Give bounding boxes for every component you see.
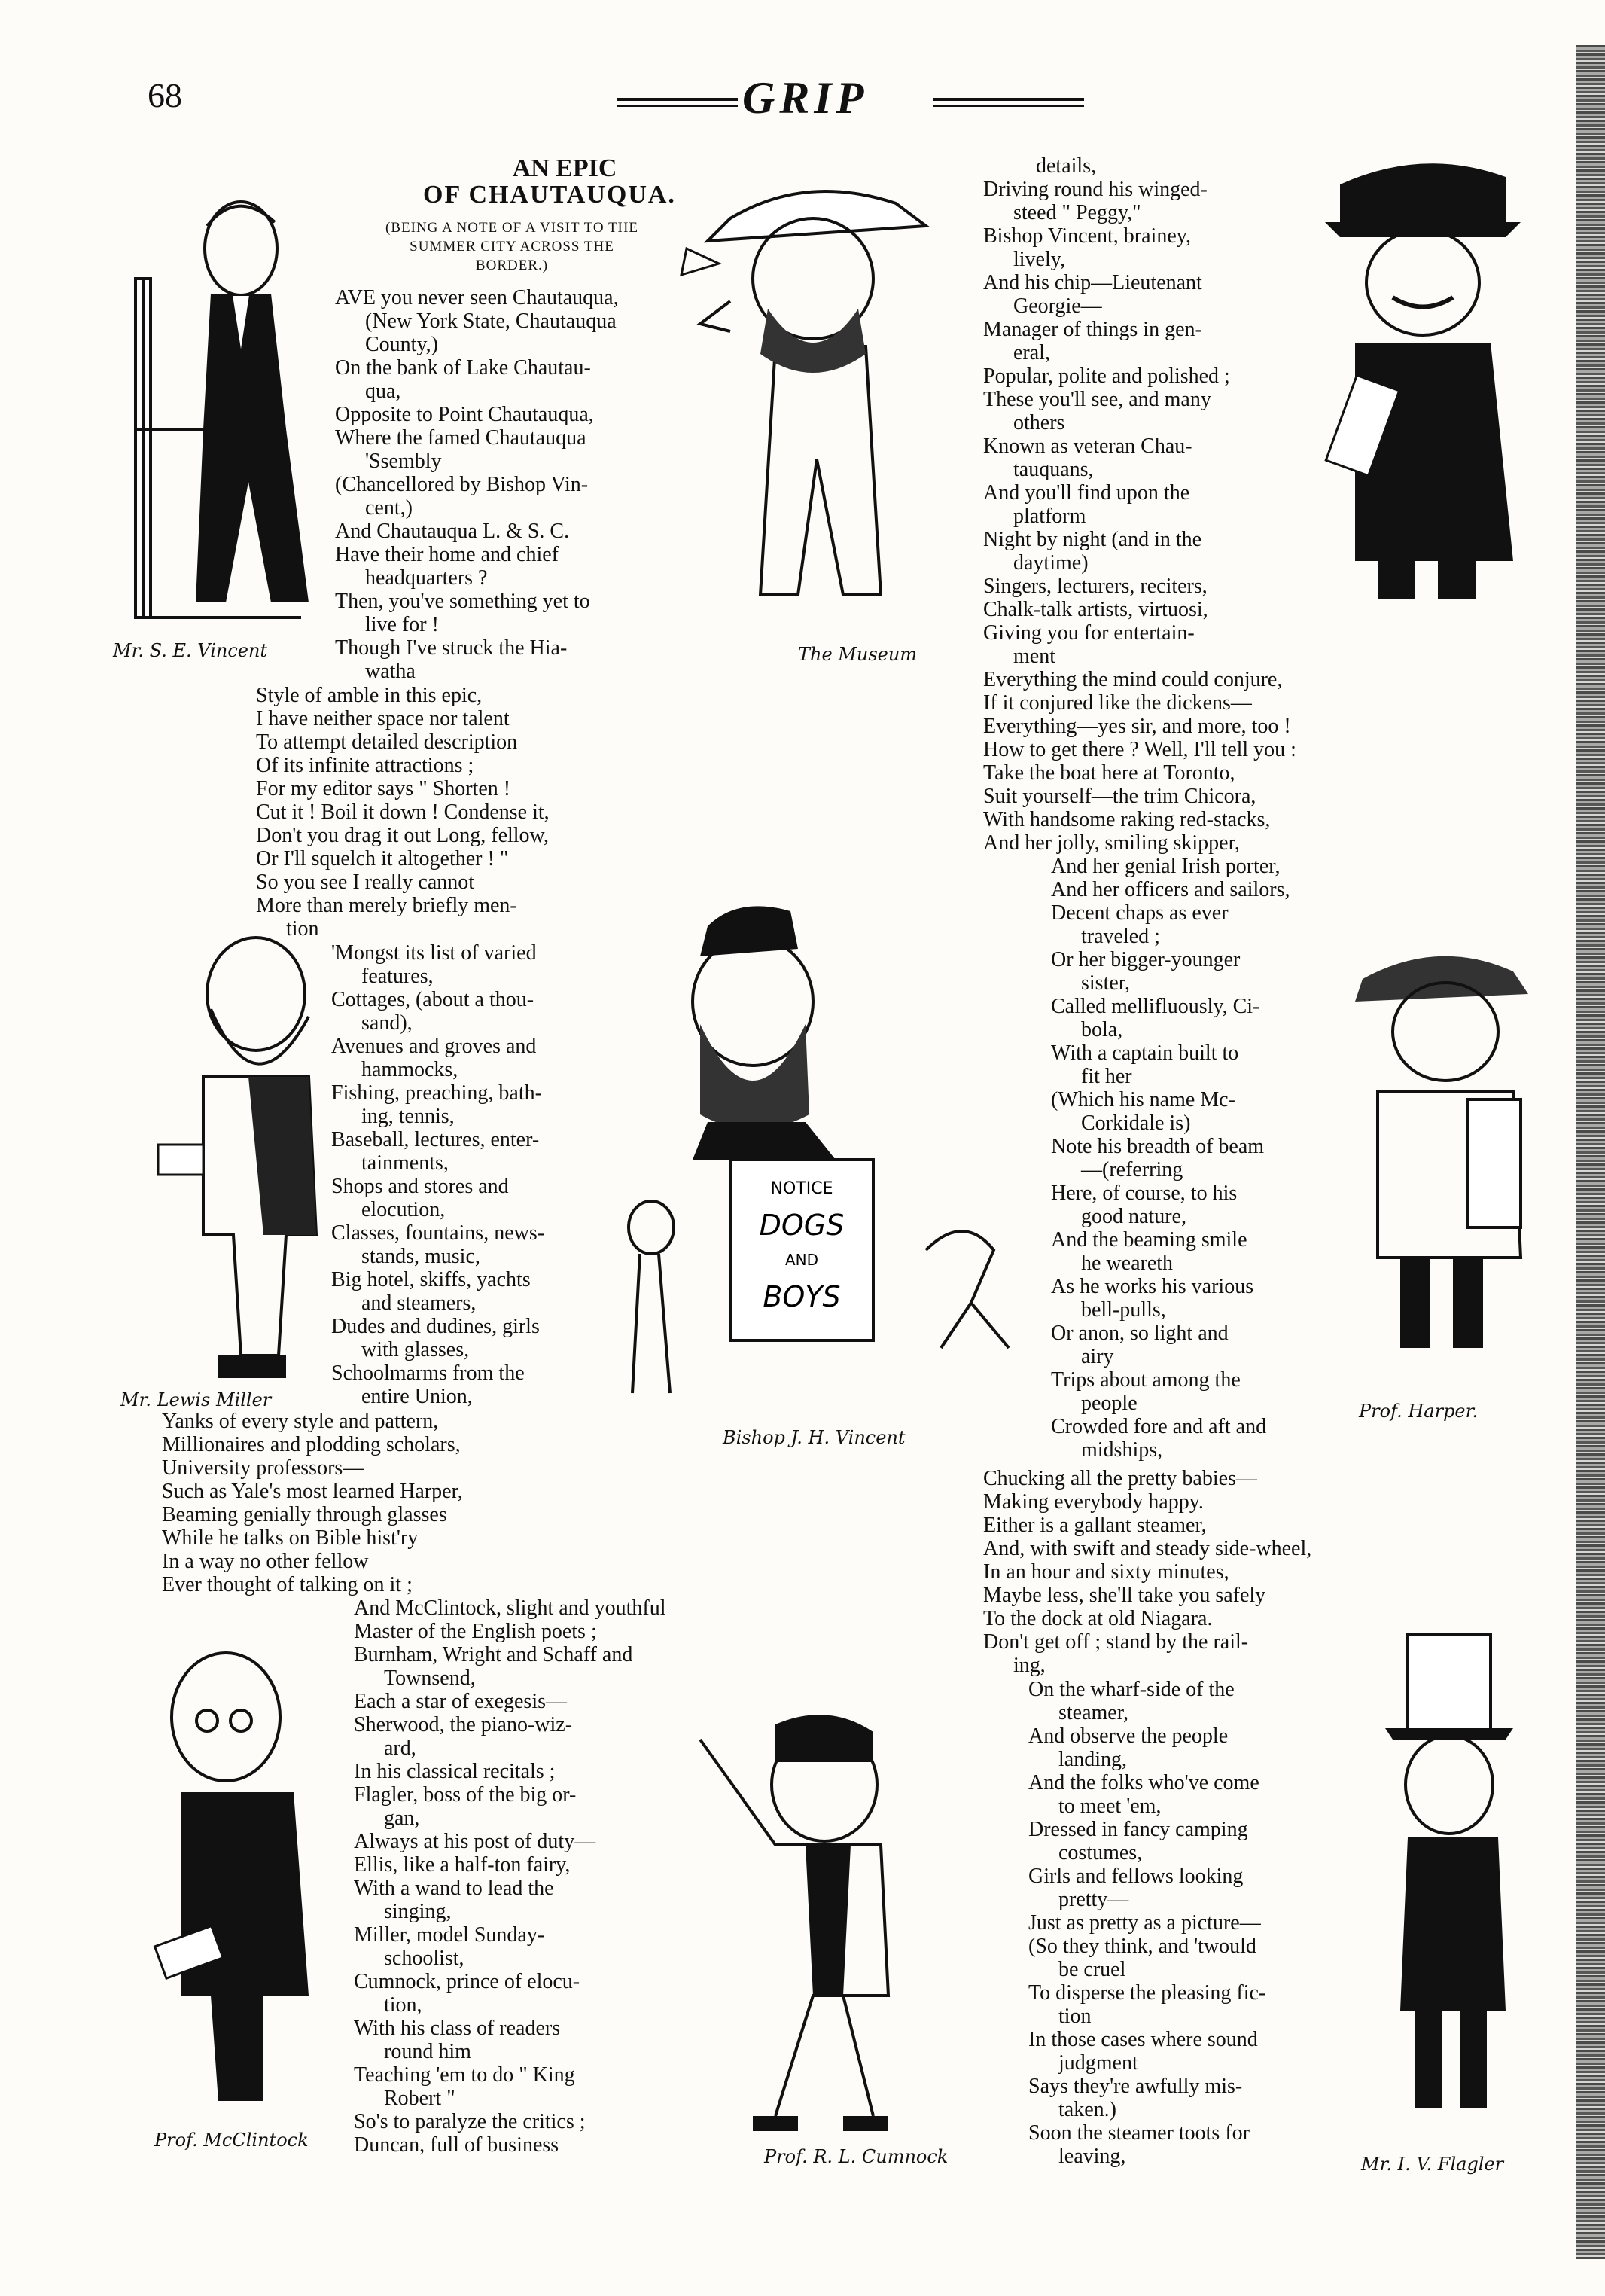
poem-line: Singers, lecturers, reciters, [983, 575, 1208, 598]
poem-line: (So they think, and 'twould [1028, 1935, 1256, 1958]
poem-line: Maybe less, she'll take you safely [983, 1584, 1266, 1607]
column-left-mid [256, 684, 550, 941]
column-right-bottom [1028, 1678, 1265, 2168]
poem-line: Opposite to Point Chautauqua, [335, 403, 594, 426]
poem-line: Everything the mind could conjure, [983, 668, 1283, 691]
poem-line: leaving, [1058, 2145, 1126, 2168]
column-left-bottom [354, 1596, 666, 2157]
masthead-title: GRIP [742, 73, 869, 123]
poem-line: gan, [384, 1807, 420, 1830]
poem-line: entire Union, [361, 1385, 473, 1408]
poem-line: Sherwood, the piano-wiz- [354, 1713, 573, 1736]
caption-mcclintock: Prof. McClintock [154, 2130, 309, 2151]
poem-line: tainments, [361, 1151, 449, 1175]
sign-notice: NOTICE [770, 1179, 833, 1198]
poem-line: judgment [1058, 2051, 1138, 2075]
poem-line: headquarters ? [365, 566, 488, 590]
poem-line: tion [1058, 2005, 1092, 2028]
poem-line: And Chautauqua L. & S. C. [335, 520, 570, 543]
poem-line: With a captain built to [1051, 1041, 1239, 1065]
poem-line: Millionaires and plodding scholars, [162, 1433, 461, 1456]
poem-line: Burnham, Wright and Schaff and [354, 1643, 633, 1666]
poem-line: Then, you've something yet to [335, 590, 590, 613]
caption-harper: Prof. Harper. [1359, 1401, 1479, 1422]
poem-line: people [1081, 1392, 1138, 1415]
poem-line: he weareth [1081, 1252, 1174, 1275]
poem-line: Take the boat here at Toronto, [983, 761, 1235, 785]
poem-line: To disperse the pleasing fic- [1028, 1981, 1266, 2005]
poem-line: I have neither space nor talent [256, 707, 510, 730]
poem-line: details, [1036, 154, 1097, 178]
poem-line: Schoolmarms from the [331, 1361, 525, 1385]
poem-line: Giving you for entertain- [983, 621, 1195, 645]
poem-title-line2: OF CHAUTAUQUA. [423, 181, 676, 209]
poem-line: To the dock at old Niagara. [983, 1607, 1213, 1630]
poem-line: 'Ssembly [365, 450, 442, 473]
subtitle-line: SUMMER CITY ACROSS THE [410, 239, 614, 255]
portrait-bishop-vincent [617, 896, 1039, 1416]
poem-line: How to get there ? Well, I'll tell you : [983, 738, 1296, 761]
poem-line: Duncan, full of business [354, 2133, 559, 2157]
poem-line: To attempt detailed description [256, 730, 518, 754]
poem-line: (Chancellored by Bishop Vin- [335, 473, 589, 496]
poem-line: As he works his various [1051, 1275, 1254, 1298]
sign-dogs: DOGS [759, 1209, 845, 1242]
poem-line: features, [361, 965, 434, 988]
poem-line: Cottages, (about a thou- [331, 988, 534, 1011]
poem-line: stands, music, [361, 1245, 480, 1268]
poem-line: Dressed in fancy camping [1028, 1818, 1248, 1841]
poem-line: ment [1013, 645, 1055, 668]
poem-line: —(referring [1081, 1158, 1183, 1182]
poem-line: On the bank of Lake Chautau- [335, 356, 591, 380]
column-right-lower [983, 1467, 1311, 1677]
poem-line: Ever thought of talking on it ; [162, 1573, 413, 1596]
poem-line: Miller, model Sunday- [354, 1923, 545, 1947]
poem-line: Flagler, boss of the big or- [354, 1783, 577, 1807]
poem-line: elocution, [361, 1198, 446, 1221]
portrait-vincent-sc [113, 181, 331, 633]
column-left-top [335, 286, 619, 683]
poem-line: Known as veteran Chau- [983, 435, 1192, 458]
poem-line: sand), [361, 1011, 413, 1035]
column-right-top [983, 154, 1296, 855]
poem-line: Manager of things in gen- [983, 318, 1202, 341]
poem-line: Or I'll squelch it altogether ! " [256, 847, 509, 871]
poem-line: landing, [1058, 1748, 1127, 1771]
scan-edge [1576, 45, 1605, 2259]
sign-boys: BOYS [763, 1280, 841, 1313]
poem-line: Avenues and groves and [331, 1035, 537, 1058]
poem-line: These you'll see, and many [983, 388, 1211, 411]
poem-line: With handsome raking red-stacks, [983, 808, 1271, 831]
poem-line: And the beaming smile [1051, 1228, 1247, 1252]
poem-line: On the wharf-side of the [1028, 1678, 1235, 1701]
poem-line: hammocks, [361, 1058, 458, 1081]
portrait-museum [678, 173, 964, 640]
poem-line: Though I've struck the Hia- [335, 636, 568, 660]
poem-line: steamer, [1058, 1701, 1128, 1724]
poem-line: cent,) [365, 496, 413, 520]
poem-subtitle [324, 218, 700, 275]
poem-line: University professors— [162, 1456, 364, 1480]
poem-line: (Which his name Mc- [1051, 1088, 1235, 1111]
poem-line: AVE you never seen Chautauqua, [335, 286, 619, 309]
poem-line: tion, [384, 1993, 422, 2017]
poem-line: Driving round his winged- [983, 178, 1208, 201]
poem-line: Cumnock, prince of elocu- [354, 1970, 580, 1993]
poem-line: Style of amble in this epic, [256, 684, 483, 707]
poem-line: In his classical recitals ; [354, 1760, 556, 1783]
poem-line: others [1013, 411, 1065, 435]
poem-line: Townsend, [384, 1666, 476, 1690]
poem-line: Baseball, lectures, enter- [331, 1128, 540, 1151]
poem-line: Or her bigger-younger [1051, 948, 1241, 971]
poem-line: For my editor says " Shorten ! [256, 777, 511, 800]
sign-and: AND [784, 1251, 819, 1269]
poem-line: Such as Yale's most learned Harper, [162, 1480, 463, 1503]
masthead-rule-right [933, 98, 1084, 101]
poem-line: Corkidale is) [1081, 1111, 1191, 1135]
page-number: 68 [148, 76, 182, 114]
poem-line: platform [1013, 505, 1086, 528]
poem-line: 'Mongst its list of varied [331, 941, 537, 965]
poem-line: Fishing, preaching, bath- [331, 1081, 542, 1105]
poem-line: Bishop Vincent, brainey, [983, 224, 1191, 248]
poem-line: Beaming genially through glasses [162, 1503, 447, 1526]
poem-line: In a way no other fellow [162, 1550, 369, 1573]
poem-line: Soon the steamer toots for [1028, 2121, 1250, 2145]
poem-line: Says they're awfully mis- [1028, 2075, 1243, 2098]
poem-line: fit her [1081, 1065, 1132, 1088]
poem-title-line1: AN EPIC [512, 154, 617, 182]
poem-line: round him [384, 2040, 471, 2063]
poem-line: Popular, polite and polished ; [983, 364, 1230, 388]
poem-line: ing, [1013, 1654, 1046, 1677]
subtitle-line: (BEING A NOTE OF A VISIT TO THE [385, 220, 638, 236]
poem-line: be cruel [1058, 1958, 1126, 1981]
poem-line: In an hour and sixty minutes, [983, 1560, 1229, 1584]
poem-line: While he talks on Bible hist'ry [162, 1526, 419, 1550]
poem-line: Each a star of exegesis— [354, 1690, 567, 1713]
poem-line: Trips about among the [1051, 1368, 1241, 1392]
portrait-harper [1348, 941, 1543, 1363]
subtitle-line: BORDER.) [475, 258, 549, 273]
poem-line: good nature, [1081, 1205, 1186, 1228]
poem-line: taken.) [1058, 2098, 1116, 2121]
poem-line: Have their home and chief [335, 543, 559, 566]
poem-line: With a wand to lead the [354, 1877, 554, 1900]
column-right-mid [1051, 855, 1290, 1462]
poem-line: County,) [365, 333, 438, 356]
portrait-cumnock [662, 1694, 979, 2139]
poem-line: Night by night (and in the [983, 528, 1202, 551]
poem-line: Big hotel, skiffs, yachts [331, 1268, 531, 1291]
caption-cumnock: Prof. R. L. Cumnock [764, 2146, 949, 2167]
poem-line: In those cases where sound [1028, 2028, 1258, 2051]
poem-line: pretty— [1058, 1888, 1129, 1911]
poem-line: And observe the people [1028, 1724, 1229, 1748]
poem-line: And her genial Irish porter, [1051, 855, 1281, 878]
poem-line: daytime) [1013, 551, 1089, 575]
poem-line: And her officers and sailors, [1051, 878, 1290, 901]
poem-line: And, with swift and steady side-wheel, [983, 1537, 1312, 1560]
poem-line: live for ! [365, 613, 439, 636]
poem-line: Either is a gallant steamer, [983, 1514, 1207, 1537]
poem-line: Georgie— [1013, 294, 1102, 318]
poem-line: tauquans, [1013, 458, 1094, 481]
poem-line: And McClintock, slight and youthful [354, 1596, 666, 1620]
portrait-mcclintock [136, 1649, 346, 2116]
poem-line: Shops and stores and [331, 1175, 509, 1198]
poem-line: traveled ; [1081, 925, 1160, 948]
column-left-lower [162, 1410, 463, 1596]
portrait-lewis-miller [136, 934, 346, 1386]
masthead-rule-left-thin [617, 105, 738, 107]
poem-line: More than merely briefly men- [256, 894, 517, 917]
portrait-flagler [1355, 1634, 1536, 2124]
poem-line: bell-pulls, [1081, 1298, 1166, 1322]
poem-line: Suit yourself—the trim Chicora, [983, 785, 1256, 808]
poem-line: ing, tennis, [361, 1105, 455, 1128]
poem-line: Everything—yes sir, and more, too ! [983, 715, 1291, 738]
caption-vincent-sc: Mr. S. E. Vincent [113, 640, 268, 661]
poem-line: costumes, [1058, 1841, 1143, 1865]
poem-line: If it conjured like the dickens— [983, 691, 1252, 715]
poem-line: Where the famed Chautauqua [335, 426, 586, 450]
masthead-rule-right-thin [933, 105, 1084, 107]
poem-line: midships, [1081, 1438, 1163, 1462]
caption-bishop-vincent: Bishop J. H. Vincent [723, 1427, 906, 1448]
poem-line: Note his breadth of beam [1051, 1135, 1265, 1158]
poem-line: qua, [365, 380, 401, 403]
poem-line: And you'll find upon the [983, 481, 1190, 505]
poem-line: Or anon, so light and [1051, 1322, 1229, 1345]
poem-line: Classes, fountains, news- [331, 1221, 545, 1245]
poem-line: So you see I really cannot [256, 871, 475, 894]
poem-line: steed " Peggy," [1013, 201, 1141, 224]
poem-line: And his chip—Lieutenant [983, 271, 1202, 294]
poem-line: Chucking all the pretty babies— [983, 1467, 1257, 1490]
poem-line: Crowded fore and aft and [1051, 1415, 1267, 1438]
poem-line: Yanks of every style and pattern, [162, 1410, 439, 1433]
poem-line: Always at his post of duty— [354, 1830, 596, 1853]
poem-line: Of its infinite attractions ; [256, 754, 474, 777]
caption-museum: The Museum [798, 644, 918, 665]
poem-line: Cut it ! Boil it down ! Condense it, [256, 800, 550, 824]
poem-line: Chalk-talk artists, virtuosi, [983, 598, 1208, 621]
poem-line: singing, [384, 1900, 452, 1923]
poem-line: Teaching 'em to do " King [354, 2063, 575, 2087]
column-left-list [331, 941, 544, 1408]
poem-line: Robert " [384, 2087, 455, 2110]
poem-line: Just as pretty as a picture— [1028, 1911, 1261, 1935]
poem-line: and steamers, [361, 1291, 477, 1315]
poem-line: And her jolly, smiling skipper, [983, 831, 1240, 855]
caption-flagler: Mr. I. V. Flagler [1361, 2154, 1504, 2175]
poem-line: Making everybody happy. [983, 1490, 1204, 1514]
poem-line: Don't you drag it out Long, fellow, [256, 824, 549, 847]
poem-line: Decent chaps as ever [1051, 901, 1229, 925]
poem-line: So's to paralyze the critics ; [354, 2110, 586, 2133]
poem-line: With his class of readers [354, 2017, 561, 2040]
poem-line: Ellis, like a half-ton fairy, [354, 1853, 571, 1877]
poem-line: (New York State, Chautauqua [365, 309, 617, 333]
poem-line: Dudes and dudines, girls [331, 1315, 540, 1338]
poem-line: sister, [1081, 971, 1130, 995]
poem-line: eral, [1013, 341, 1050, 364]
poem-line: And the folks who've come [1028, 1771, 1259, 1794]
poem-line: Called mellifluously, Ci- [1051, 995, 1260, 1018]
poem-line: ard, [384, 1736, 416, 1760]
masthead-rule-left [617, 98, 738, 101]
poem-line: with glasses, [361, 1338, 470, 1361]
caption-lewis-miller: Mr. Lewis Miller [120, 1389, 272, 1410]
poem-line: watha [365, 660, 416, 683]
poem-line: Here, of course, to his [1051, 1182, 1238, 1205]
poem-line: bola, [1081, 1018, 1123, 1041]
poem-line: Don't get off ; stand by the rail- [983, 1630, 1249, 1654]
poem-line: lively, [1013, 248, 1065, 271]
poem-line: Girls and fellows looking [1028, 1865, 1244, 1888]
poem-line: Master of the English poets ; [354, 1620, 597, 1643]
poem-line: tion [286, 917, 319, 941]
poem-line: airy [1081, 1345, 1114, 1368]
poem-line: schoolist, [384, 1947, 464, 1970]
poem-line: to meet 'em, [1058, 1794, 1162, 1818]
portrait-lieutenant [1310, 154, 1543, 614]
